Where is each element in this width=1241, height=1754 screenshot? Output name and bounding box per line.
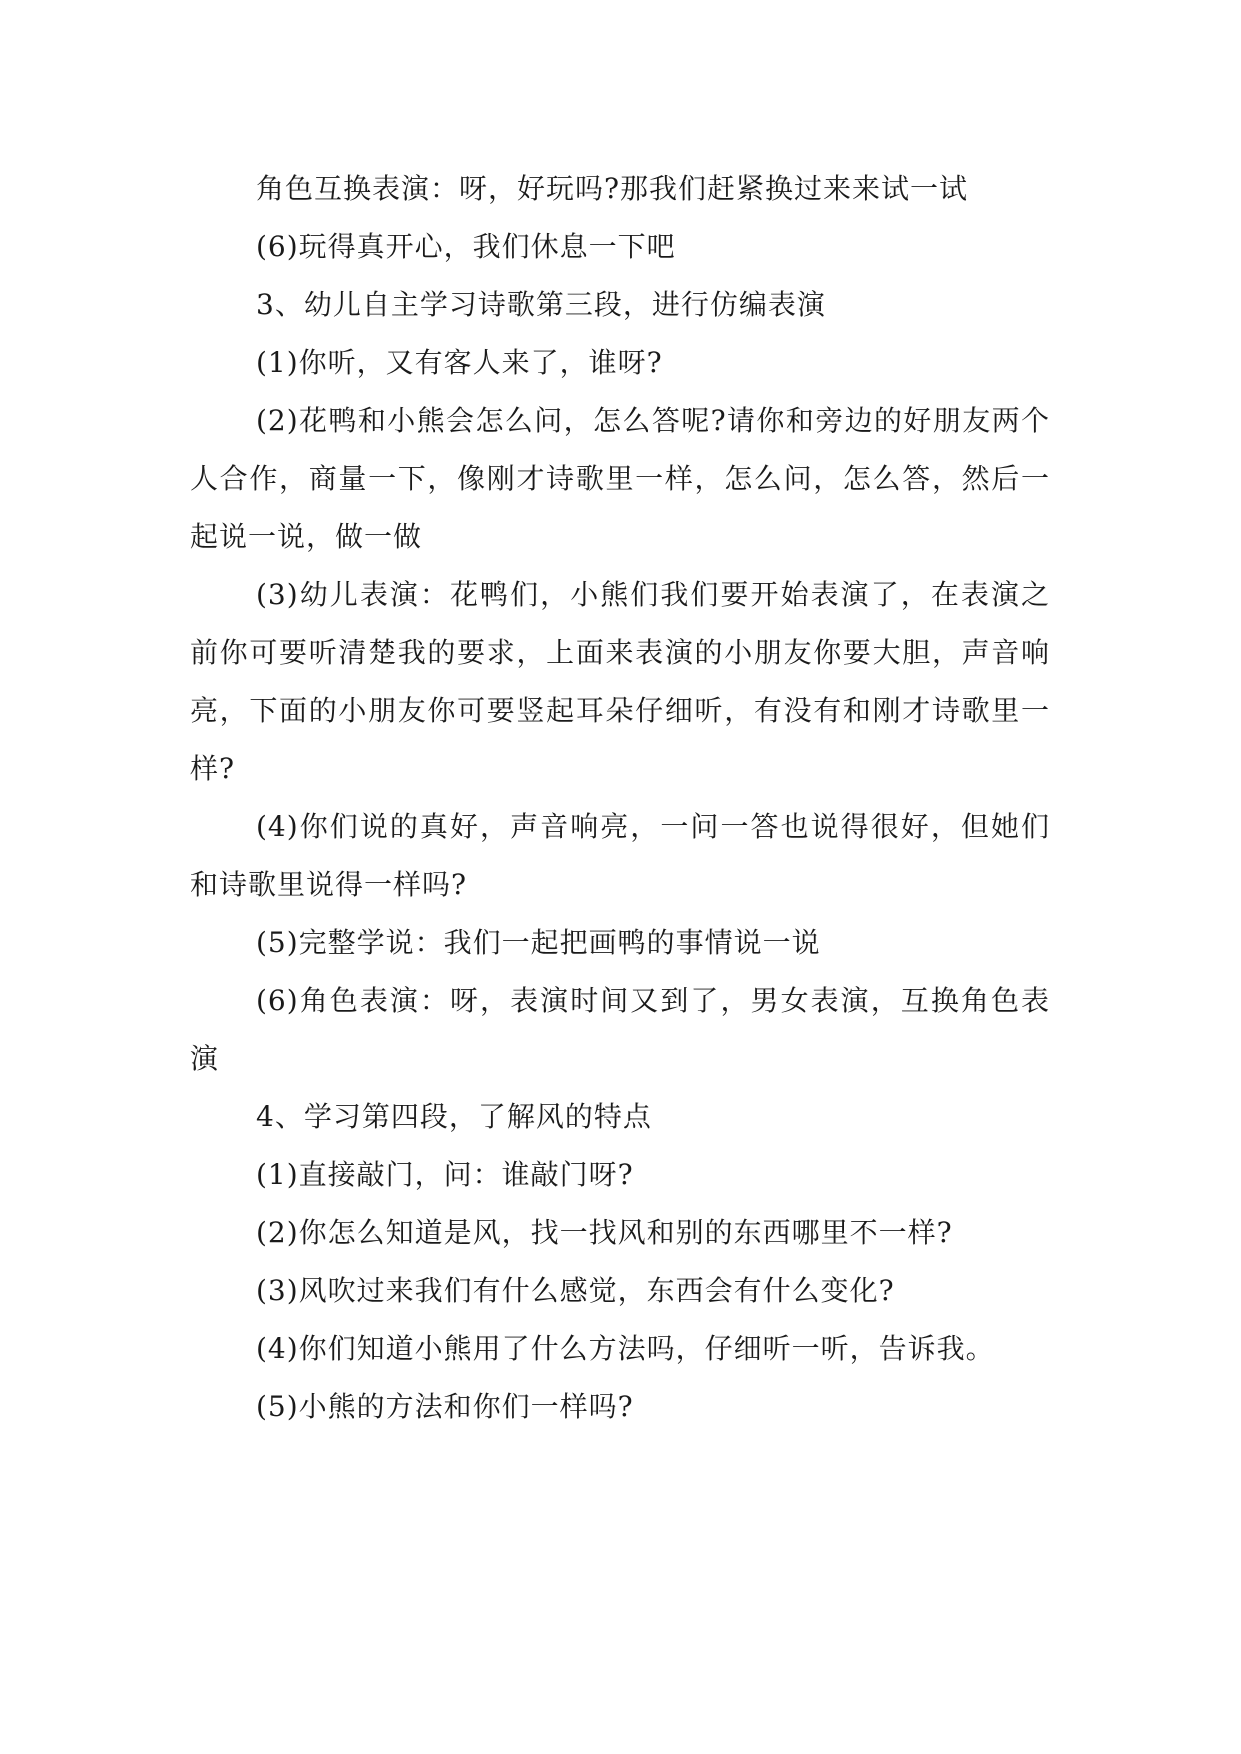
paragraph: (2)花鸭和小熊会怎么问，怎么答呢?请你和旁边的好朋友两个人合作，商量一下，像刚才诗歌里一样，怎么问，怎么答，然后一起说一说，做一做 [190, 404, 1050, 553]
paragraph: (6)玩得真开心，我们休息一下吧 [256, 230, 676, 263]
paragraph: 角色互换表演：呀，好玩吗?那我们赶紧换过来来试一试 [256, 172, 969, 205]
paragraph: (3)幼儿表演：花鸭们，小熊们我们要开始表演了，在表演之前你可要听清楚我的要求，上面来表演的小朋友你要大胆，声音响亮，下面的小朋友你可要竖起耳朵仔细听，有没有和刚才诗歌里一样? [190, 578, 1050, 785]
paragraph: (5)小熊的方法和你们一样吗? [256, 1390, 634, 1423]
paragraph: 4、学习第四段，了解风的特点 [256, 1100, 652, 1133]
paragraph: (2)你怎么知道是风，找一找风和别的东西哪里不一样? [256, 1216, 953, 1249]
document-body [190, 160, 1050, 1436]
paragraph: (4)你们说的真好，声音响亮，一问一答也说得很好，但她们和诗歌里说得一样吗? [190, 810, 1050, 901]
paragraph: (3)风吹过来我们有什么感觉，东西会有什么变化? [256, 1274, 895, 1307]
paragraph: 3、幼儿自主学习诗歌第三段，进行仿编表演 [256, 288, 826, 321]
paragraph: (4)你们知道小熊用了什么方法吗，仔细听一听，告诉我。 [256, 1332, 995, 1365]
paragraph: (1)直接敲门，问：谁敲门呀? [256, 1158, 634, 1191]
paragraph: (1)你听，又有客人来了，谁呀? [256, 346, 663, 379]
paragraph: (6)角色表演：呀，表演时间又到了，男女表演，互换角色表演 [190, 984, 1050, 1075]
paragraph: (5)完整学说：我们一起把画鸭的事情说一说 [256, 926, 821, 959]
